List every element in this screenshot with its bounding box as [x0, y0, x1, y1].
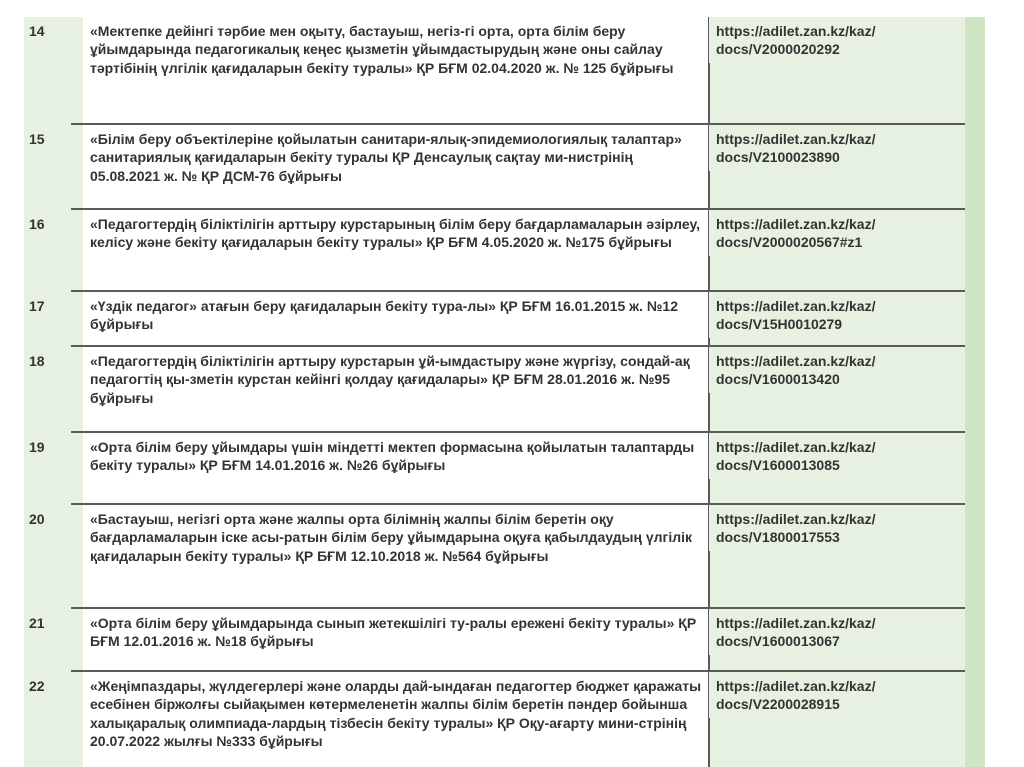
row-description: «Жеңімпаздары, жүлдегерлері және оларды дай-ындаған педагогтер бюджет қаражаты есебінен біржолғы сыйақымен көтермеленетін жалпы білім беретін пәндер бойынша халықаралық олимпиада-лардың тізбесін бекіту туралы» ҚР Оқу-ағарту мини-стрінің 20.07.2022 жылғы №333 бұйрығы — [83, 672, 709, 767]
row-description: «Орта білім беру ұйымдары үшін міндетті мектеп формасына қойылатын талаптарды бекіту туралы» ҚР БҒМ 14.01.2016 ж. №26 бұйрығы — [83, 433, 709, 503]
link-line-1[interactable]: https://adilet.zan.kz/kaz/ — [716, 131, 876, 147]
row-number: 20 — [29, 511, 45, 527]
row-description: «Педагогтердің біліктілігін арттыру курстарының білім беру бағдарламаларын әзірлеу, келісу және бекіту қағидаларын бекіту туралы» ҚР БҒМ 4.05.2020 ж. №175 бұйрығы — [83, 210, 709, 290]
link-line-2[interactable]: docs/V1600013085 — [716, 457, 840, 474]
row-link[interactable] — [709, 609, 965, 655]
link-line-2[interactable]: docs/V2200028915 — [716, 696, 840, 713]
row-link[interactable] — [709, 17, 965, 63]
link-line-1[interactable]: https://adilet.zan.kz/kaz/ — [716, 678, 876, 694]
link-line-1[interactable]: https://adilet.zan.kz/kaz/ — [716, 511, 876, 527]
table-row — [24, 347, 985, 431]
row-description: «Орта білім беру ұйымдарында сынып жетекшілігі ту-ралы ережені бекіту туралы» ҚР БҒМ 12.01.2016 ж. №18 бұйрығы — [83, 609, 709, 670]
link-line-2[interactable]: docs/V2000020567#z1 — [716, 234, 863, 251]
table-row — [24, 505, 985, 607]
table-row — [24, 292, 985, 345]
table-row — [24, 672, 985, 767]
row-description: «Мектепке дейінгі тәрбие мен оқыту, бастауыш, негіз-гі орта, орта білім беру ұйымдарында педагогикалық кеңес қызметін ұйымдастырудың және оны сайлау тәртібінің үлгілік қағидаларын бекіту туралы» ҚР БҒМ 02.04.2020 ж. № 125 бұйрығы — [83, 17, 709, 123]
row-number: 16 — [29, 216, 45, 232]
row-number: 14 — [29, 23, 45, 39]
link-line-2[interactable]: docs/V15H0010279 — [716, 316, 843, 333]
link-line-2[interactable]: docs/V1600013067 — [716, 633, 840, 650]
row-number: 19 — [29, 439, 45, 455]
link-line-1[interactable]: https://adilet.zan.kz/kaz/ — [716, 615, 876, 631]
row-number: 18 — [29, 353, 45, 369]
table-row — [24, 609, 985, 670]
link-line-2[interactable]: docs/V1600013420 — [716, 371, 840, 388]
table-row — [24, 210, 985, 290]
table-row — [24, 17, 985, 123]
row-number: 15 — [29, 131, 45, 147]
document-page — [24, 17, 985, 767]
row-description: «Үздік педагог» атағын беру қағидаларын бекіту тура-лы» ҚР БҒМ 16.01.2015 ж. №12 бұйрығы — [83, 292, 709, 345]
link-line-2[interactable]: docs/V2100023890 — [716, 149, 840, 166]
row-description: «Білім беру объектілеріне қойылатын санитари-ялық-эпидемиологиялық талаптар» санитариялық қағидаларын бекіту туралы ҚР Денсаулық сақтау ми-нистрінің 05.08.2021 ж. № ҚР ДСМ-76 бұйрығы — [83, 125, 709, 208]
row-link[interactable] — [709, 125, 965, 171]
row-link[interactable] — [709, 347, 965, 393]
link-line-1[interactable]: https://adilet.zan.kz/kaz/ — [716, 216, 876, 232]
link-line-1[interactable]: https://adilet.zan.kz/kaz/ — [716, 439, 876, 455]
table-row — [24, 433, 985, 503]
row-description: «Бастауыш, негізгі орта және жалпы орта білімнің жалпы білім беретін оқу бағдарламаларын іске асы-ратын білім беру ұйымдарына оқуға қабылдаудың үлгілік қағидаларын бекіту туралы» ҚР БҒМ 12.10.2018 ж. №564 бұйрығы — [83, 505, 709, 607]
row-number: 17 — [29, 298, 45, 314]
link-line-1[interactable]: https://adilet.zan.kz/kaz/ — [716, 23, 876, 39]
row-number: 21 — [29, 615, 45, 631]
row-link[interactable] — [709, 210, 965, 256]
link-line-1[interactable]: https://adilet.zan.kz/kaz/ — [716, 353, 876, 369]
page-edge-band — [965, 17, 985, 767]
table-row — [24, 125, 985, 208]
row-link[interactable] — [709, 433, 965, 479]
row-description: «Педагогтердің біліктілігін арттыру курстарын ұй-ымдастыру және жүргізу, сондай-ақ педагогтің қы-зметін курстан кейінгі қолдау қағидалары» ҚР БҒМ 28.01.2016 ж. №95 бұйрығы — [83, 347, 709, 431]
row-link[interactable] — [709, 505, 965, 551]
row-number: 22 — [29, 678, 45, 694]
row-link[interactable] — [709, 292, 965, 338]
link-line-2[interactable]: docs/V1800017553 — [716, 529, 840, 546]
link-line-2[interactable]: docs/V2000020292 — [716, 41, 840, 58]
link-line-1[interactable]: https://adilet.zan.kz/kaz/ — [716, 298, 876, 314]
row-link[interactable] — [709, 672, 965, 718]
